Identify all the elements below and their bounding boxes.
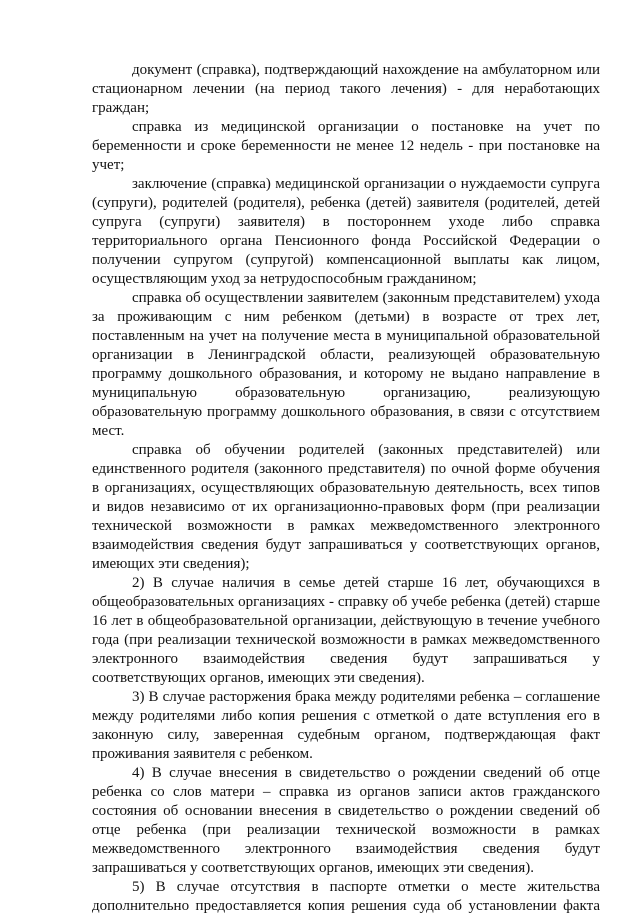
paragraph-ambulatory-certificate: документ (справка), подтверждающий нахождение на амбулаторном или стационарном лечении (на период такого лечения) - для неработающих граждан; bbox=[92, 62, 600, 116]
paragraph-item-4: 4) В случае внесения в свидетельство о рождении сведений об отце ребенка со слов матери – справка из органов записи актов гражданского состояния об основании внесения в свидетельство о рождении сведений об отце ребенка (при реализации технической возможности в рамках межведомственного электронного взаимодействия сведения будут запрашиваться у соответствующих органов, имеющих эти сведения). bbox=[92, 765, 600, 876]
paragraph-item-5: 5) В случае отсутствия в паспорте отметки о месте жительства дополнительно предоставляется копия решения суда об установлении факта bbox=[92, 879, 600, 914]
paragraph-parents-education-certificate: справка об обучении родителей (законных представителей) или единственного родителя (законного представителя) по очной форме обучения в организациях, осуществляющих образовательную деятельность, всех типов и видов независимо от их организационно-правовых форм (при реализации технической возможности в рамках межведомственного электронного взаимодействия сведения будут запрашиваться у соответствующих органов, имеющих эти сведения); bbox=[92, 442, 600, 572]
paragraph-item-2: 2) В случае наличия в семье детей старше 16 лет, обучающихся в общеобразовательных организациях - справку об учебе ребенка (детей) старше 16 лет в общеобразовательной организации, действующую в течение учебного года (при реализации технической возможности в рамках межведомственного электронного взаимодействия сведения будут запрашиваться у соответствующих органов, имеющих эти сведения). bbox=[92, 575, 600, 686]
paragraph-care-need-conclusion: заключение (справка) медицинской организации о нуждаемости супруга (супруги), родителей (родителя), ребенка (детей) заявителя (родителей, детей супруга (супруги) заявителя) в постороннем уходе либо справка территориального органа Пенсионного фонда Российской Федерации о получении супругом (супругой) компенсационной выплаты как лицом, осуществляющим уход за нетрудоспособным гражданином; bbox=[92, 176, 600, 287]
paragraph-childcare-certificate: справка об осуществлении заявителем (законным представителем) ухода за проживающим с ним ребенком (детьми) в возрасте от трех лет, поставленным на учет на получение места в муниципальной образовательной организации в Ленинградской области, реализующей образовательную программу дошкольного образования, и которому не выдано направление в муниципальную образовательную организацию, реализующую образовательную программу дошкольного образования, в связи с отсутствием мест. bbox=[92, 290, 600, 439]
paragraph-item-3: 3) В случае расторжения брака между родителями ребенка – соглашение между родителями либо копия решения с отметкой о дате вступления его в законную силу, заверенная судебным органом, подтверждающая факт проживания заявителя с ребенком. bbox=[92, 689, 600, 762]
document-body bbox=[92, 61, 600, 916]
paragraph-pregnancy-certificate: справка из медицинской организации о постановке на учет по беременности и сроке беременности не менее 12 недель - при постановке на учет; bbox=[92, 119, 600, 173]
